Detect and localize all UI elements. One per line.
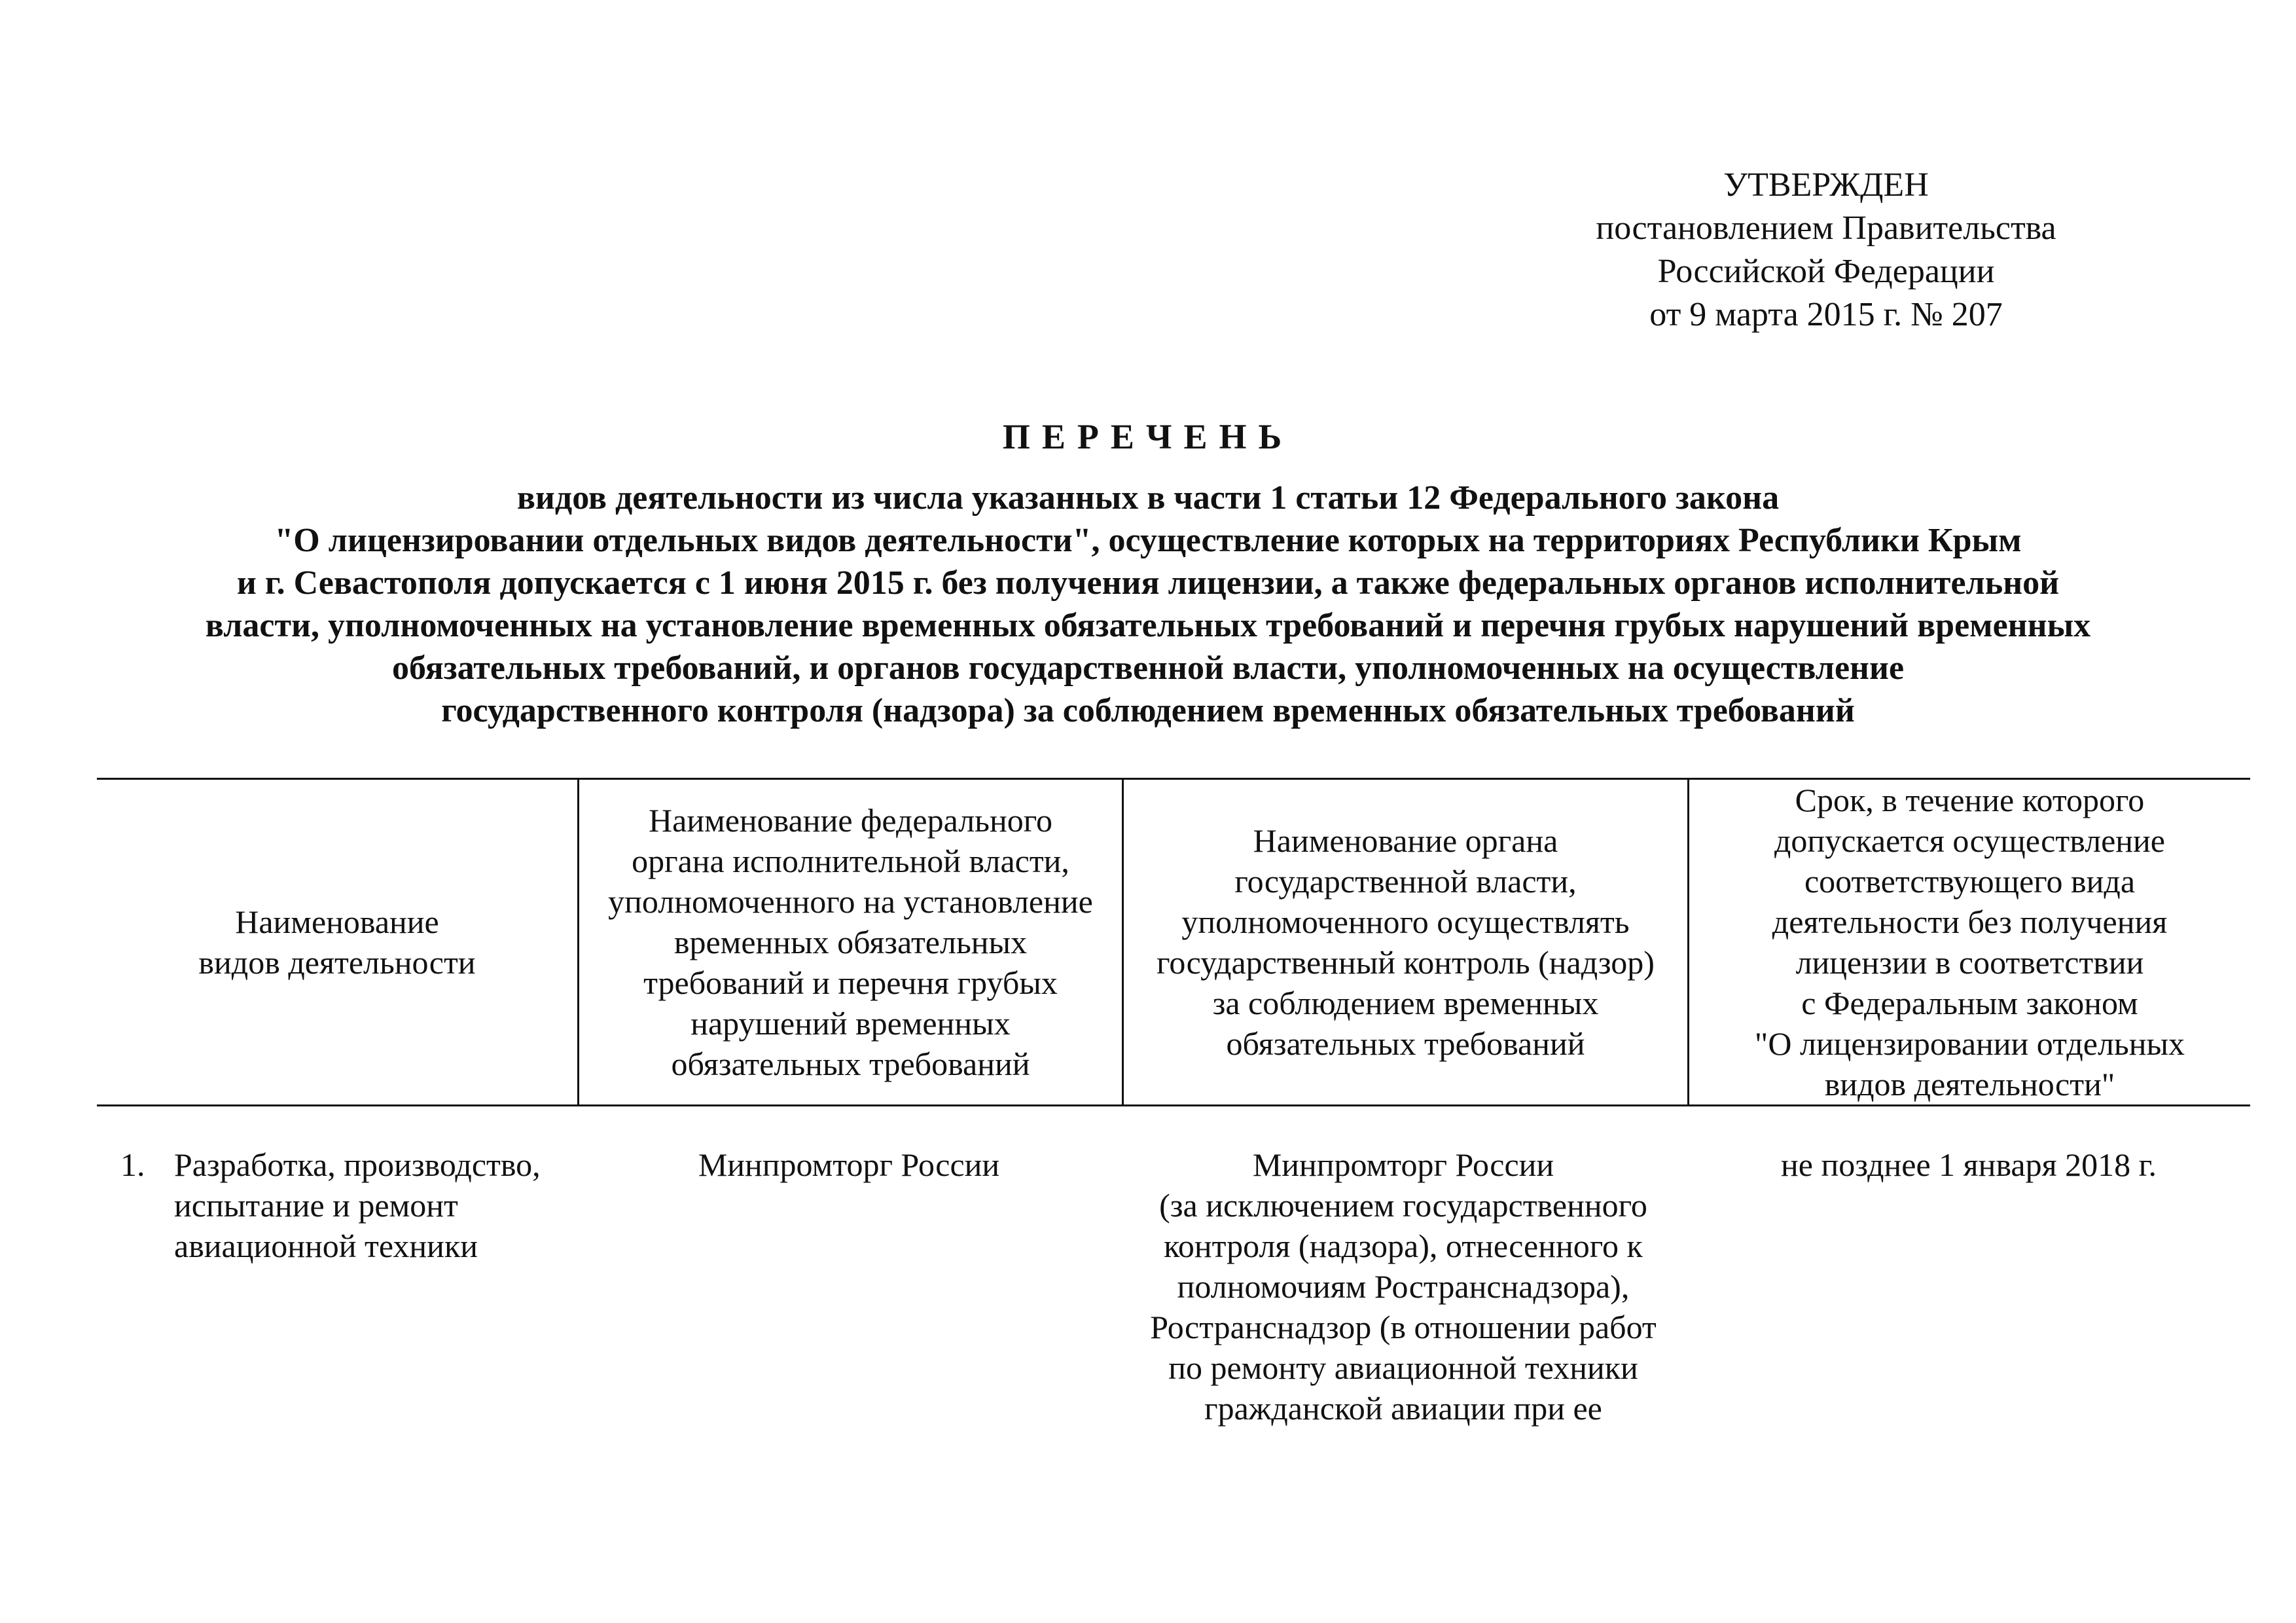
document-title: ПЕРЕЧЕНЬ	[1002, 417, 1294, 456]
approval-block	[1492, 164, 2160, 337]
approval-line-1: постановлением Правительства	[1596, 210, 2056, 247]
header-activity-label: Наименование видов деятельности	[198, 903, 476, 981]
subtitle-line: "О лицензировании отдельных видов деятельности", осуществление которых на территориях Республики Крым	[274, 522, 2022, 559]
header-deadline	[1687, 780, 2250, 1104]
activities-table	[97, 778, 2250, 1427]
subtitle-line: видов деятельности из числа указанных в части 1 статьи 12 Федерального закона	[516, 479, 1780, 517]
table-header	[97, 778, 2250, 1106]
header-activity	[97, 780, 577, 1104]
row-federal-body: Минпромторг России	[698, 1146, 1000, 1183]
header-federal-body	[577, 780, 1122, 1104]
row-number: 1.	[120, 1146, 145, 1183]
row-control-body: Минпромторг России (за исключением государственного контроля (надзора), отнесенного к полномочиям Ространснадзора), Ространснадзор (в отношении работ по ремонту авиационной техники гражданской авиации при ее	[1150, 1146, 1657, 1427]
subtitle-line: государственного контроля (надзора) за соблюдением временных обязательных требований	[441, 692, 1855, 729]
header-control-body-label: Наименование органа государственной власти, уполномоченного осуществлять государственный контроль (надзор) за соблюдением временных обязательных требований	[1157, 822, 1655, 1062]
subtitle-line: и г. Севастополя допускается с 1 июня 2015 г. без получения лицензии, а также федеральных органов исполнительной	[236, 564, 2060, 602]
approval-line-3: от 9 марта 2015 г. № 207	[1649, 296, 2003, 333]
approval-line-2: Российской Федерации	[1657, 253, 1995, 290]
header-federal-body-label: Наименование федерального органа исполнительной власти, уполномоченного на установление временных обязательных требований и перечня грубых нарушений временных обязательных требований	[608, 802, 1093, 1082]
approval-status: УТВЕРЖДЕН	[1723, 166, 1929, 204]
document-subtitle	[59, 477, 2237, 732]
subtitle-line: обязательных требований, и органов государственной власти, уполномоченных на осуществление	[391, 649, 1905, 687]
header-deadline-label: Срок, в течение которого допускается осуществление соответствующего вида деятельности без получения лицензии в соответствии с Федеральным законом "О лицензировании отдельных видов деятельности"	[1754, 782, 2185, 1103]
row-deadline: не позднее 1 января 2018 г.	[1781, 1146, 2157, 1183]
row-activity: Разработка, производство, испытание и ремонт авиационной техники	[174, 1146, 541, 1264]
subtitle-line: власти, уполномоченных на установление временных обязательных требований и перечня грубых нарушений временных	[205, 607, 2091, 644]
header-control-body	[1122, 780, 1687, 1104]
